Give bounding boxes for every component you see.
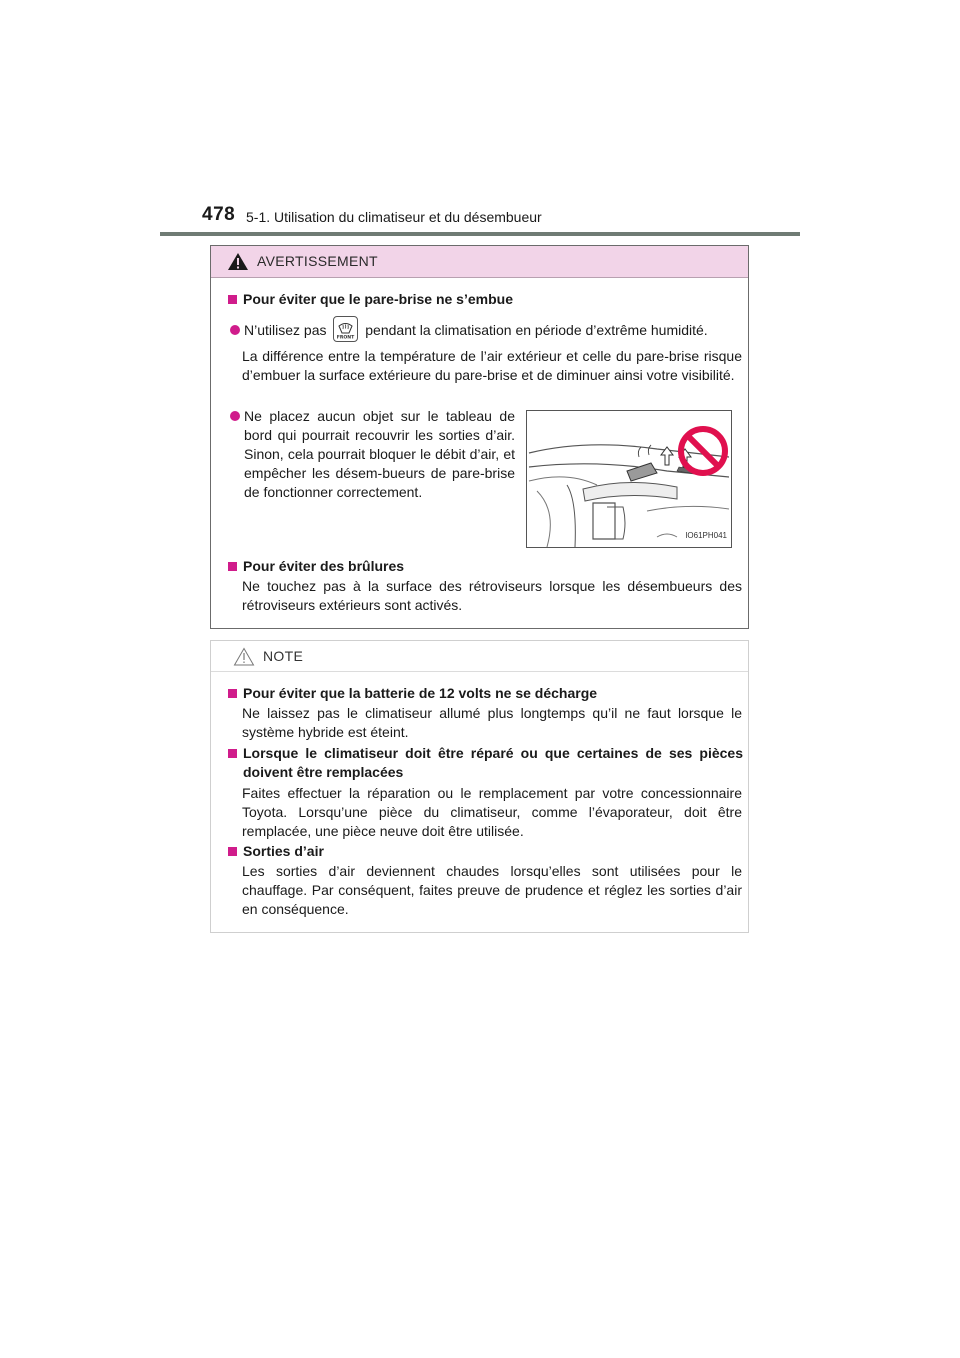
- warning-heading: AVERTISSEMENT: [257, 253, 378, 269]
- note-heading: NOTE: [263, 647, 304, 664]
- warning-triangle-icon: [227, 252, 249, 271]
- illustration-code: IO61PH041: [685, 531, 727, 540]
- warning-section-title-fog: Pour éviter que le pare-brise ne s’embue: [228, 290, 513, 309]
- repair-text: Faites effectuer la réparation ou le remplacement par votre concessionnaire Toyota. Lorsqu’une pièce du climatiseur, comme l’évaporateur, doit être remplacée, une pièce neuve doit être utilisée.: [242, 785, 742, 839]
- front-button-label: FRONT: [337, 335, 355, 341]
- square-bullet-icon: [228, 562, 237, 571]
- note-header: [211, 641, 748, 672]
- vents-text: Les sorties d’air deviennent chaudes lorsqu’elles sont utilisées pour le chauffage. Par conséquent, faites preuve de prudence et réglez les sorties d’air en conséquence.: [242, 863, 742, 917]
- note-section-title-vents: Sorties d’air: [228, 842, 324, 861]
- battery-text: Ne laissez pas le climatiseur allumé plus longtemps qu’il ne faut lorsque le système hybride est éteint.: [242, 705, 742, 740]
- round-bullet-icon: [230, 325, 240, 335]
- round-bullet-icon: [230, 411, 240, 421]
- header-rule: [160, 232, 800, 236]
- section-title: 5-1. Utilisation du climatiseur et du désembueur: [246, 209, 542, 225]
- burns-text: Ne touchez pas à la surface des rétroviseurs lorsque les désembueurs des rétroviseurs extérieurs sont activés.: [242, 578, 742, 613]
- warning-header: [211, 246, 748, 278]
- warning-box: [210, 245, 749, 629]
- bullet-dashboard: Ne placez aucun objet sur le tableau de bord qui pourrait recouvrir les sorties d’air. Sinon, cela pourrait bloquer le débit d’air, et empêcher les désem-bueurs de pare-brise de fonctionner correctement.: [230, 407, 515, 502]
- caution-triangle-icon: [233, 647, 255, 666]
- bullet-defroster: N’utilisez pas FRONT pendant la climatisation en période d’extrême humidité.: [230, 321, 708, 342]
- front-defroster-button-icon: [333, 316, 358, 342]
- dashboard-illustration: [526, 410, 732, 548]
- note-section-title-repair: Lorsque le climatiseur doit être réparé ou que certaines de ses pièces doivent être remplacées: [228, 744, 743, 782]
- note-section-title-battery: Pour éviter que la batterie de 12 volts ne se décharge: [228, 684, 597, 703]
- square-bullet-icon: [228, 847, 237, 856]
- warning-section-title-burns: Pour éviter des brûlures: [228, 557, 404, 576]
- square-bullet-icon: [228, 689, 237, 698]
- bullet-defroster-text: La différence entre la température de l’air extérieur et celle du pare-brise risque d’embuer la surface extérieure du pare-brise et de diminuer ainsi votre visibilité.: [242, 348, 742, 383]
- square-bullet-icon: [228, 295, 237, 304]
- note-box: [210, 640, 749, 933]
- page-number: 478: [202, 204, 236, 225]
- square-bullet-icon: [228, 749, 237, 758]
